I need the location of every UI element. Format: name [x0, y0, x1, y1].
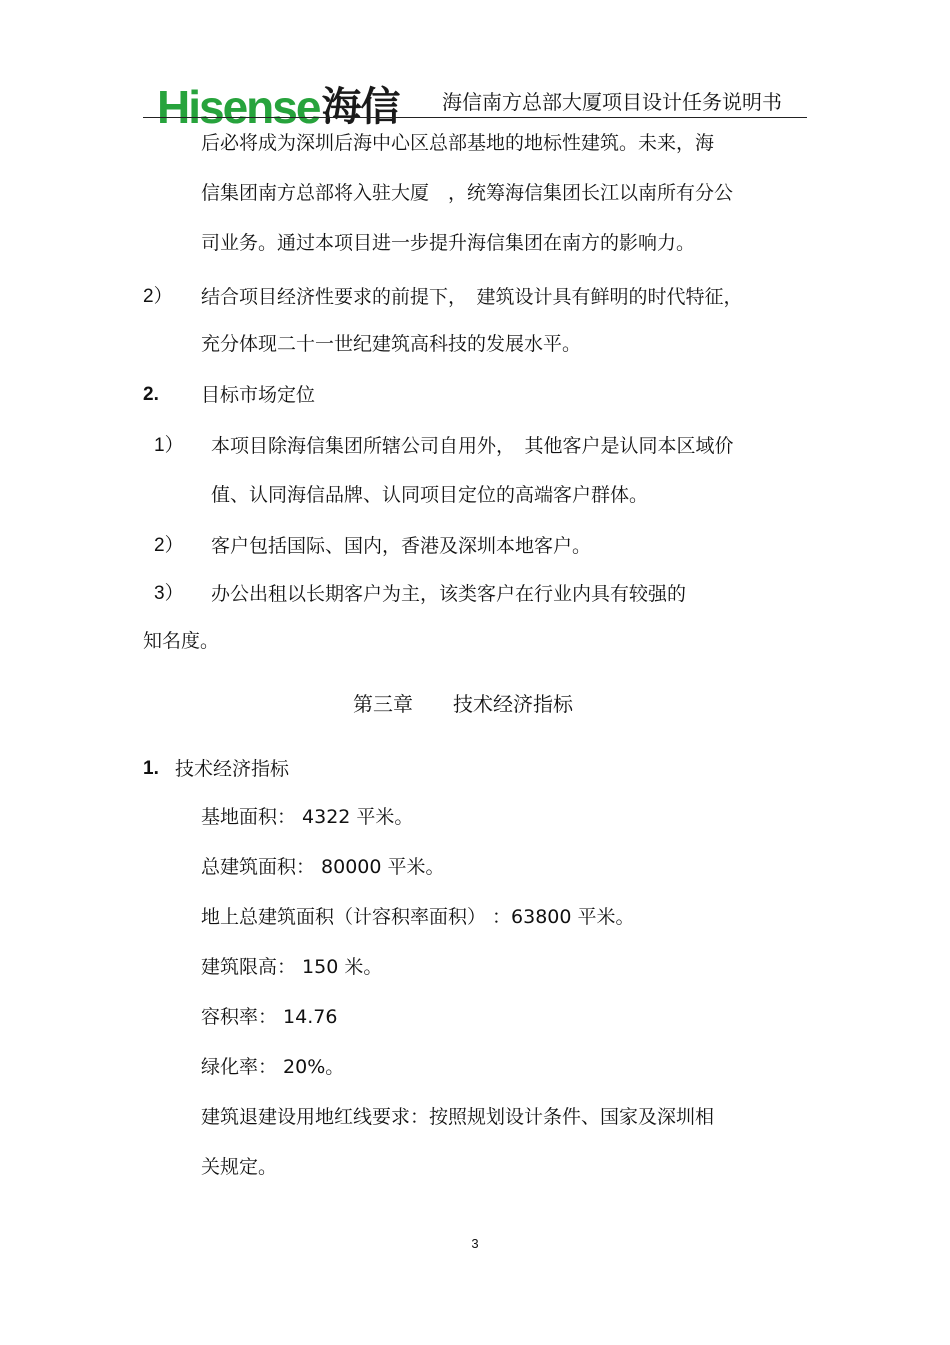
- spec-green-ratio: 绿化率： 20%。: [201, 1056, 345, 1078]
- paragraph-line: 后必将成为深圳后海中心区总部基地的地标性建筑。未来，海: [201, 132, 715, 154]
- spec-height-limit: 建筑限高： 150 米。: [201, 956, 383, 978]
- spec-site-area: 基地面积： 4322 平米。: [201, 806, 414, 828]
- chapter-title: 第三章 技术经济指标: [353, 692, 573, 716]
- paragraph-line: 信集团南方总部将入驻大厦 ，统筹海信集团长江以南所有分公: [201, 182, 734, 204]
- list-marker: 2）: [154, 535, 184, 556]
- header-rule: [143, 117, 807, 118]
- list-marker: 1）: [154, 435, 184, 456]
- section-heading: 目标市场定位: [201, 384, 316, 406]
- list-item-line: 知名度。: [143, 630, 220, 652]
- spec-setback-requirement-continued: 关规定。: [201, 1156, 278, 1178]
- logo-latin-text: Hisense: [157, 81, 320, 133]
- list-marker: 2）: [143, 286, 173, 307]
- list-item-line: 结合项目经济性要求的前提下， 建筑设计具有鲜明的时代特征，: [201, 286, 743, 308]
- list-item-line: 办公出租以长期客户为主，该类客户在行业内具有较强的: [211, 583, 687, 605]
- list-item-line: 本项目除海信集团所辖公司自用外， 其他客户是认同本区域价: [211, 435, 734, 457]
- spec-above-ground-area: 地上总建筑面积（计容积率面积） ：63800 平米。: [201, 906, 635, 928]
- list-item-line: 充分体现二十一世纪建筑高科技的发展水平。: [201, 333, 582, 355]
- section-number: 1.: [143, 758, 159, 779]
- list-marker: 3）: [154, 583, 184, 604]
- paragraph-line: 司业务。通过本项目进一步提升海信集团在南方的影响力。: [201, 232, 696, 254]
- spec-plot-ratio: 容积率： 14.76: [201, 1006, 338, 1028]
- document-header-title: 海信南方总部大厦项目设计任务说明书: [442, 90, 782, 114]
- section-number: 2.: [143, 384, 159, 405]
- section-heading: 技术经济指标: [175, 758, 290, 780]
- list-item-line: 值、认同海信品牌、认同项目定位的高端客户群体。: [211, 484, 649, 506]
- list-item-line: 客户包括国际、国内，香港及深圳本地客户。: [211, 535, 592, 557]
- spec-setback-requirement: 建筑退建设用地红线要求：按照规划设计条件、国家及深圳相: [201, 1106, 715, 1128]
- spec-total-floor-area: 总建筑面积： 80000 平米。: [201, 856, 445, 878]
- page-number: 3: [471, 1236, 479, 1251]
- hisense-logo: [157, 76, 399, 132]
- logo-chinese-text: 海信: [321, 84, 400, 130]
